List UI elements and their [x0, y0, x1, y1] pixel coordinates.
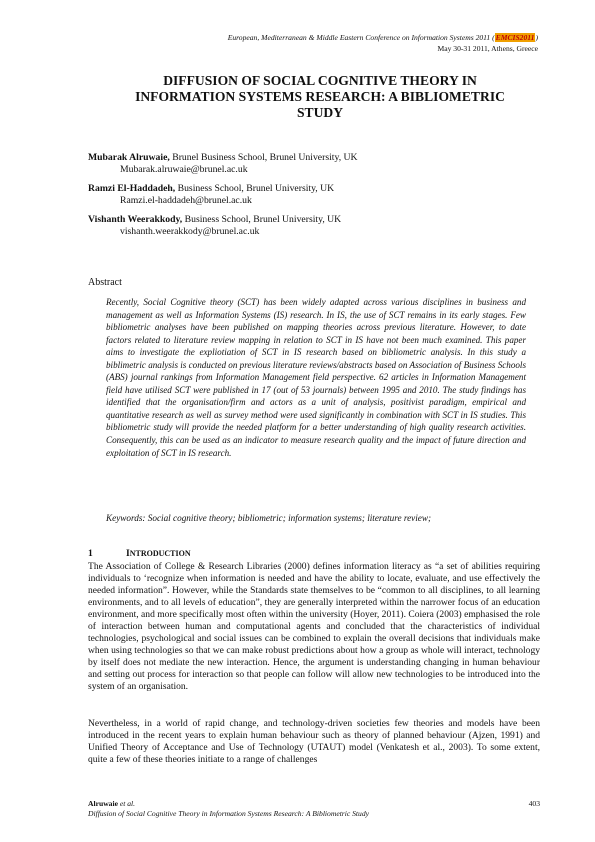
page-footer: [88, 799, 540, 819]
author-affiliation: Business School, Brunel University, UK: [182, 214, 342, 225]
footer-running-title: Diffusion of Social Cognitive Theory in Information Systems Research: A Bibliometric Study: [88, 809, 370, 818]
author-email[interactable]: Mubarak.alruwaie@brunel.ac.uk: [120, 164, 248, 175]
section-title-rest: NTRODUCTION: [129, 549, 191, 558]
conference-date: May 30-31 2011, Athens, Greece: [437, 44, 538, 53]
title-line: STUDY: [296, 105, 344, 120]
author-block: [88, 214, 341, 238]
abstract-heading: Abstract: [88, 277, 122, 288]
conference-tag: EMCIS2011: [495, 33, 535, 42]
body-paragraph: Nevertheless, in a world of rapid change, and technology-driven societies few theories and models have been introduced in the recent years to explain human behaviour such as theory of planned behaviour (Ajzen, 1991) and Unified Theory of Acceptance and Use of Technology (UTAUT) model (Venkatesh et al., 2003). To some extent, quite a few of these theories initiate to a range of challenges: [88, 718, 540, 765]
author-email[interactable]: Ramzi.el-haddadeh@brunel.ac.uk: [120, 195, 252, 206]
author-email[interactable]: vishanth.weerakkody@brunel.ac.uk: [120, 226, 260, 237]
author-affiliation: Business School, Brunel University, UK: [175, 183, 335, 194]
keywords: Keywords: Social cognitive theory; bibliometric; information systems; literature review;: [106, 513, 432, 523]
conference-line: European, Mediterranean & Middle Eastern Conference on Information Systems 2011 (EMCIS2011): [227, 33, 538, 42]
author-name: Ramzi El-Haddadeh,: [88, 183, 176, 194]
page-number: 403: [528, 799, 540, 808]
footer-etal: et al.: [117, 799, 136, 808]
author-block: [88, 152, 358, 176]
author-name: Vishanth Weerakkody,: [88, 214, 183, 225]
body-paragraph: The Association of College & Research Libraries (2000) defines information literacy as “a set of abilities requiring individuals to ‘recognize when information is needed and have the ability to locate, evaluate, and use effectively the needed information”. However, while the Standards state themselves to be “common to all disciplines, to all learning environments, and to all levels of education”, they are generally interpreted within the narrower focus of an education environment, and more specifically most often within the university (Hoyer, 2011). Coiera (2003) emphasised the role of interaction between human and computational agents and concluded that the characteristics of individual technologies, psychological and social issues can be combined to explain the overall decisions that individuals make when using technologies so that we can make robust predictions about how a group as whole will interact, technology by itself does not mediate the new interaction. Hence, the argument is understanding changing in human behaviour and setting out process for interaction so that people can follow will allow new technologies to be introduced into the system of an organisation.: [88, 561, 540, 692]
section-title-initial: I: [126, 548, 130, 559]
paper-title: [80, 73, 560, 121]
title-line: DIFFUSION OF SOCIAL COGNITIVE THEORY IN: [163, 73, 477, 88]
section-number: 1: [88, 548, 93, 559]
running-header: [228, 32, 538, 54]
author-name: Mubarak Alruwaie,: [88, 152, 170, 163]
title-line: INFORMATION SYSTEMS RESEARCH: A BIBLIOMETRIC: [135, 89, 505, 104]
author-affiliation: Brunel Business School, Brunel University, UK: [169, 152, 358, 163]
footer-author: Alruwaie: [88, 799, 118, 808]
author-block: [88, 183, 334, 207]
section-heading: [88, 548, 191, 559]
abstract-text: Recently, Social Cognitive theory (SCT) has been widely adapted across various disciplines in business and management as well as Information Systems (IS) research. In IS, the use of SCT remains in its early stages. Few bibliometric analyses have been published on mapping theories across previous literature. However, to date factors related to literature review mapping in relation to SCT in IS have not been much examined. This paper aims to investigate the expliotiation of SCT in IS research based on bibliometric analysis. In this study a biblimetric analysis is conducted on previous literature reviews/abstracts based on Association of Business Schools (ABS) journal rankings from Information Management field perspective. 62 articles in Information Management field have utilised SCT were published in 17 (out of 53 journals) between 1995 and 2010. The study findings has identified that the organisation/firm and actors as a unit of analysis, positivist paradigm, empirical and quantitative research as well as survey method were used significantly in combination with SCT in IS studies. This bibliometric study will provide the needed platform for a better understanding of high quality research activities. Consequently, this can be used as an indicator to measure research quality and the impact of future direction and exploitation of SCT in IS research.: [106, 297, 526, 458]
